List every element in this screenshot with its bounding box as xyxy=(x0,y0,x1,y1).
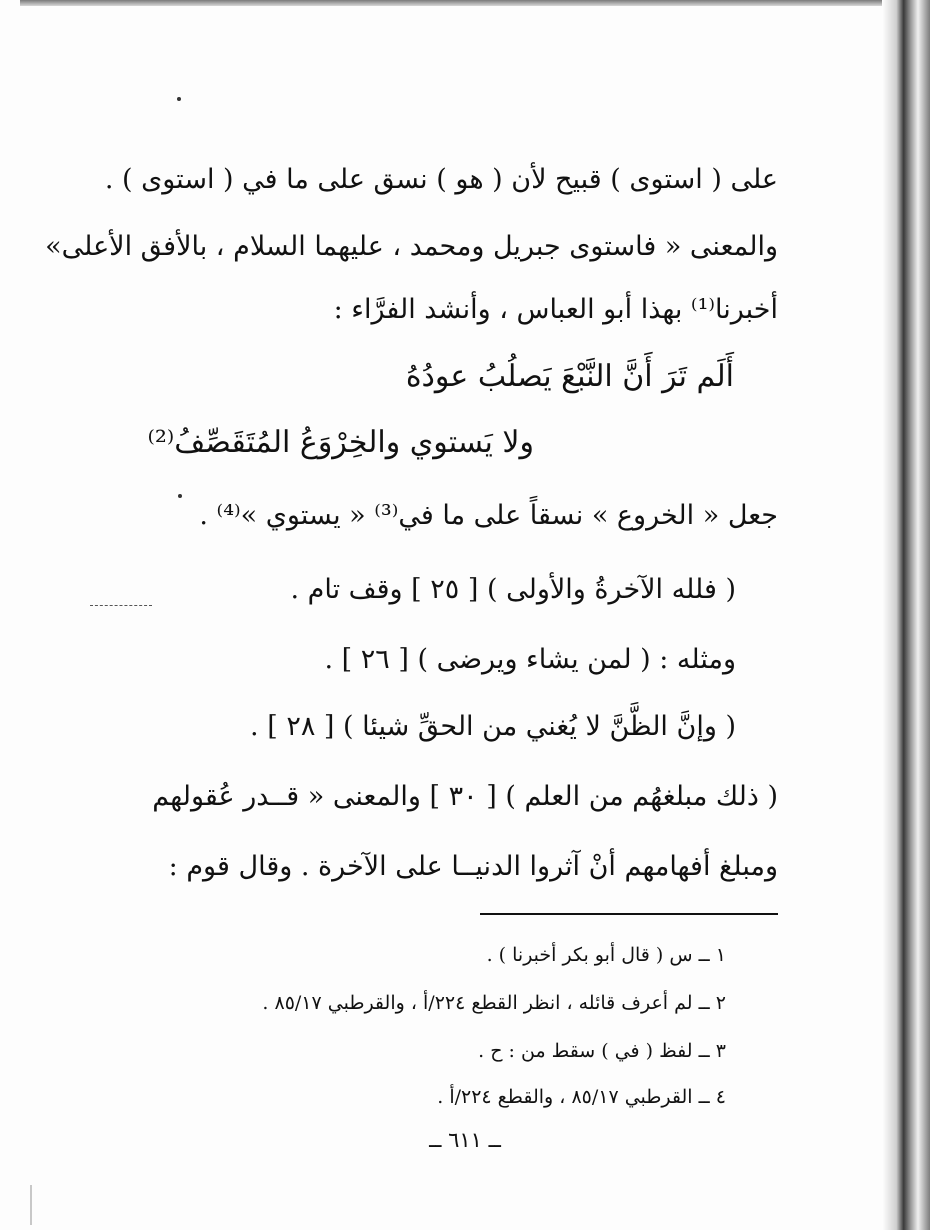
footnote-2: ٢ ــ لم أعرف قائله ، انظر القطع ٢٢٤/أ ، والقرطبي ٨٥/١٧ . xyxy=(262,992,726,1014)
body-line-6: ومثله : ( لمن يشاء ويرضى ) [ ٢٦ ] . xyxy=(324,644,736,675)
body-line-8: ( ذلك مبلغهُم من العلم ) [ ٣٠ ] والمعنى « قــدر عُقولهم xyxy=(152,781,778,812)
book-spine-shadow xyxy=(882,0,930,1230)
page-top-edge-shadow xyxy=(20,0,900,6)
scan-dot xyxy=(177,97,181,101)
body-line-5: ( فلله الآخرةُ والأولى ) [ ٢٥ ] وقف تام . xyxy=(290,574,736,605)
body-line-4: جعل « الخروع » نسقاً على ما في⁽³⁾ « يستوي »⁽⁴⁾ . xyxy=(199,500,778,531)
body-line-1: على ( استوى ) قبيح لأن ( هو ) نسق على ما في ( استوى ) . xyxy=(104,164,778,195)
body-line-3: أخبرنا⁽¹⁾ بهذا أبو العباس ، وأنشد الفرَّاء : xyxy=(333,294,778,325)
page-number: ــ ٦١١ ــ xyxy=(429,1128,501,1152)
footnote-4: ٤ ــ القرطبي ٨٥/١٧ ، والقطع ٢٢٤/أ . xyxy=(437,1086,726,1108)
body-line-9: ومبلغ أفهامهم أنْ آثروا الدنيــا على الآخرة . وقال قوم : xyxy=(168,851,778,882)
footnote-3: ٣ ــ لفظ ( في ) سقط من : ح . xyxy=(478,1040,726,1062)
scan-speck xyxy=(30,1185,32,1225)
footnote-divider xyxy=(480,913,778,915)
footnote-1: ١ ــ س ( قال أبو بكر أخبرنا ) . xyxy=(486,944,726,966)
body-line-2: والمعنى « فاستوى جبريل ومحمد ، عليهما السلام ، بالأفق الأعلى» xyxy=(45,231,778,262)
verse-line-1: أَلَم تَرَ أَنَّ النَّبْعَ يَصلُبُ عودُهُ xyxy=(405,359,734,394)
verse-line-2: ولا يَستوي والخِرْوَعُ المُتَقَصِّفُ⁽²⁾ xyxy=(147,425,534,460)
body-line-7: ( وإنَّ الظَّنَّ لا يُغني من الحقِّ شيئا ) [ ٢٨ ] . xyxy=(250,711,736,742)
scan-stray-dash xyxy=(90,605,152,606)
